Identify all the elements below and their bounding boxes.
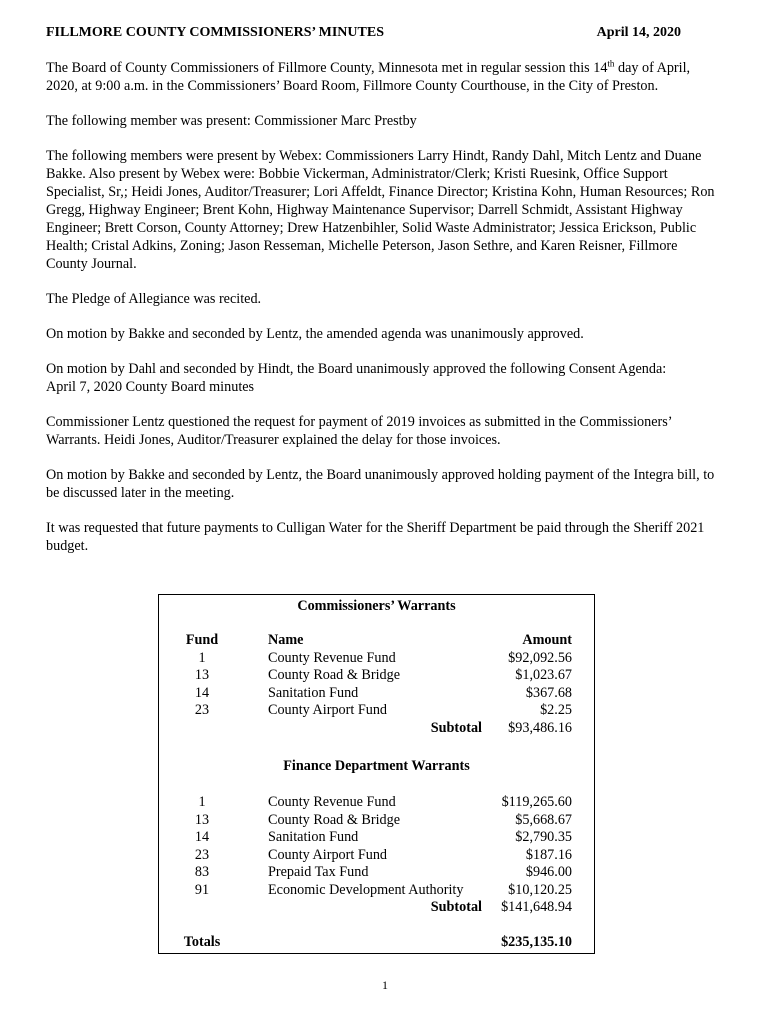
table-row: 14 Sanitation Fund $2,790.35 [194,829,572,845]
pledge-paragraph: The Pledge of Allegiance was recited. [46,291,262,307]
commissioners-warrants-section [159,631,594,736]
culligan-paragraph: It was requested that future payments to Culligan Water for the Sheriff Department be paid through the Sheriff 2021 budget. [46,520,705,554]
commissioners-warrants-title: Commissioners’ Warrants [297,598,456,614]
integra-motion-paragraph: On motion by Bakke and seconded by Lentz, the Board unanimously approved holding payment of the Integra bill, to be discussed later in the meeting. [46,467,715,501]
amount-header: Amount [522,632,572,648]
table-row: 13 County Road & Bridge $1,023.67 [194,667,572,683]
consent-agenda-paragraph: On motion by Dahl and seconded by Hindt, the Board unanimously approved the following Consent Agenda: April 7, 2020 County Board minutes [46,361,667,395]
fund-header: Fund [185,632,219,648]
totals-label: Totals [183,934,221,950]
page-number: 1 [382,978,388,992]
table-header-row [159,631,594,649]
warrants-table [158,594,595,954]
meeting-date: April 14, 2020 [596,25,681,40]
agenda-motion-paragraph: On motion by Bakke and seconded by Lentz, the amended agenda was unanimously approved. [46,326,584,342]
subtotal-row [159,719,594,737]
finance-warrants-title: Finance Department Warrants [283,758,470,774]
table-row: 23 County Airport Fund $187.16 [194,846,572,863]
invoice-question-paragraph: Commissioner Lentz questioned the request for payment of 2019 invoices as submitted in the Commissioners’ Warrants. Heidi Jones, Auditor/Treasurer explained the delay for those invoices. [46,414,672,448]
totals-amount: $235,135.10 [501,934,572,950]
subtotal-amount: $141,648.94 [501,899,572,915]
table-row: 23 County Airport Fund $2.25 [194,702,572,718]
table-row: 1 County Revenue Fund $119,265.60 [198,794,572,810]
document-header [46,24,721,42]
table-row: 14 Sanitation Fund $367.68 [194,684,572,701]
totals-row [159,933,594,951]
minutes-page [46,24,721,555]
table-row: 1 County Revenue Fund $92,092.56 [198,649,572,666]
present-member-paragraph: The following member was present: Commissioner Marc Prestby [46,113,417,129]
subtotal-label: Subtotal [430,899,482,915]
subtotal-label: Subtotal [430,719,482,736]
table-row: 13 County Road & Bridge $5,668.67 [194,811,572,828]
subtotal-row [159,898,594,916]
document-title: FILLMORE COUNTY COMMISSIONERS’ MINUTES [46,25,384,40]
subtotal-amount: $93,486.16 [508,719,572,736]
name-header: Name [268,632,304,648]
table-row: 91 Economic Development Authority $10,120.25 [194,881,572,898]
webex-attendees-paragraph: The following members were present by Webex: Commissioners Larry Hindt, Randy Dahl, Mitch Lentz and Duane Bakke. Also present by Webex were: Bobbie Vickerman, Administrator/Clerk; Kristi Ruesink, Office Support Specialist, Sr,; Heidi Jones, Auditor/Treasurer; Lori Affeldt, Finance Director; Kristina Kohn, Human Resources; Ron Gregg, Highway Engineer; Brent Kohn, Highway Maintenance Supervisor; Darrell Schmidt, Assistant Highway Engineer; Brett Corson, County Attorney; Drew Hatzenbihler, Solid Waste Administrator; Jessica Erickson, Public Health; Cristal Adkins, Zoning; Jason Resseman, Michelle Peterson, Jason Sethre, and Karen Reisner, Fillmore County Journal. [46,148,715,272]
opening-paragraph: The Board of County Commissioners of Fillmore County, Minnesota met in regular session this 14th day of April, 2020, at 9:00 a.m. in the Commissioners’ Board Room, Fillmore County Courthouse, in the City of Preston. [46,58,691,94]
finance-warrants-section [159,793,594,916]
table-row: 83 Prepaid Tax Fund $946.00 [194,864,572,880]
